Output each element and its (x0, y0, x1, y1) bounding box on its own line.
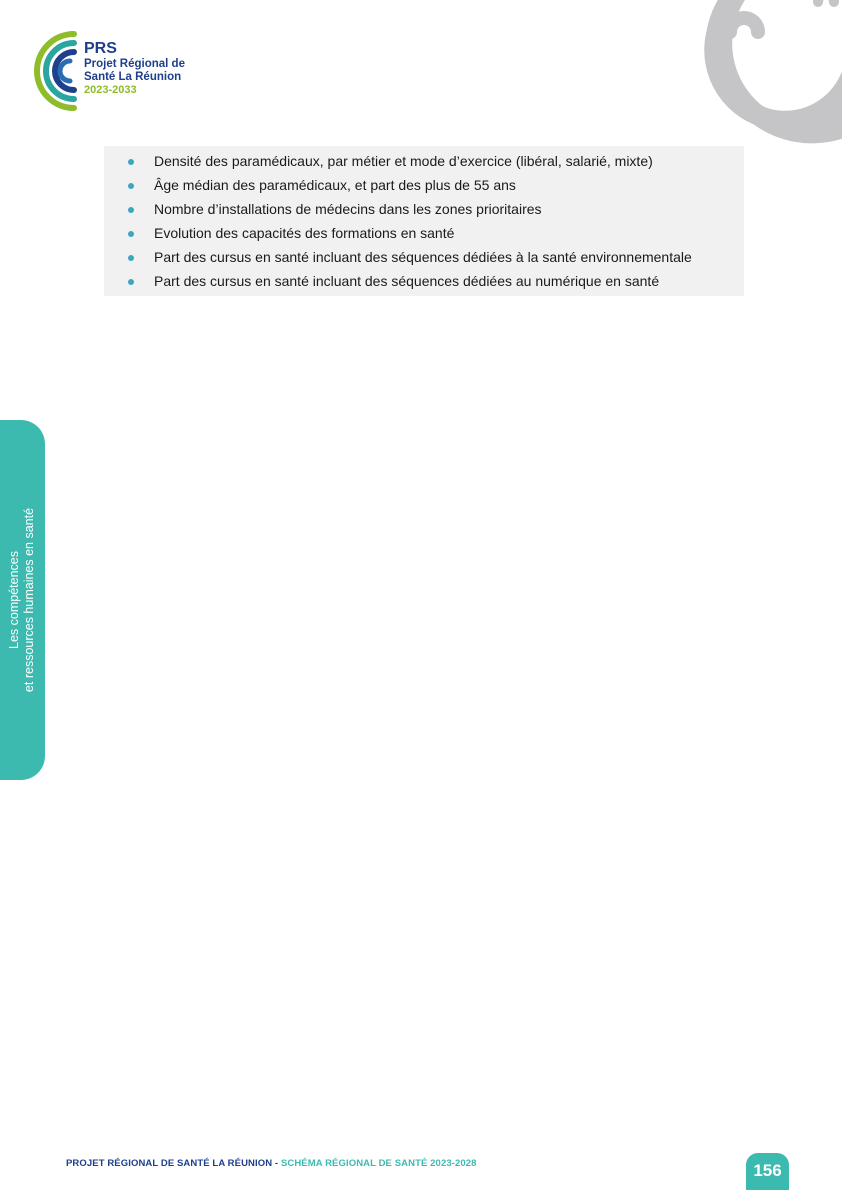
bullet-icon (128, 183, 134, 189)
footer-separator: - (272, 1158, 281, 1169)
prs-logo (24, 30, 214, 112)
logo-acronym: PRS (84, 40, 117, 57)
logo-years: 2023-2033 (84, 84, 137, 96)
list-item (104, 245, 744, 269)
bullet-icon (128, 255, 134, 261)
prs-logo-text (84, 40, 185, 97)
prs-logo-icon (24, 30, 80, 112)
indicator-text: Part des cursus en santé incluant des séquences dédiées au numérique en santé (154, 273, 660, 289)
logo-line-2: Santé La Réunion (84, 71, 182, 83)
list-item (104, 221, 744, 245)
side-tab-line-1: Les compétences (7, 551, 21, 649)
chapter-side-tab-label (7, 508, 37, 692)
page-number: 156 (746, 1153, 789, 1190)
bullet-icon (128, 231, 134, 237)
side-tab-line-2: et ressources humaines en santé (22, 507, 36, 693)
bullet-icon (128, 207, 134, 213)
list-item (104, 269, 744, 293)
footer-title (66, 1158, 477, 1169)
list-item (104, 197, 744, 221)
list-item (104, 149, 744, 173)
indicator-text: Part des cursus en santé incluant des séquences dédiées à la santé environnementale (154, 249, 692, 265)
indicator-text: Nombre d’installations de médecins dans les zones prioritaires (154, 201, 542, 217)
bullet-icon (128, 159, 134, 165)
indicator-text: Âge médian des paramédicaux, et part des plus de 55 ans (154, 177, 516, 193)
indicator-text: Densité des paramédicaux, par métier et mode d’exercice (libéral, salarié, mixte) (154, 153, 653, 169)
indicators-box (104, 146, 744, 296)
indicator-text: Evolution des capacités des formations en santé (154, 225, 455, 241)
bullet-icon (128, 279, 134, 285)
indicator-list (104, 149, 744, 293)
list-item (104, 173, 744, 197)
footer-section-title: SCHÉMA RÉGIONAL DE SANTÉ 2023-2028 (280, 1158, 477, 1169)
corner-decoration-icon (700, 0, 842, 160)
logo-line-1: Projet Régional de (84, 58, 185, 70)
footer-document-title: PROJET RÉGIONAL DE SANTÉ LA RÉUNION (66, 1158, 273, 1169)
